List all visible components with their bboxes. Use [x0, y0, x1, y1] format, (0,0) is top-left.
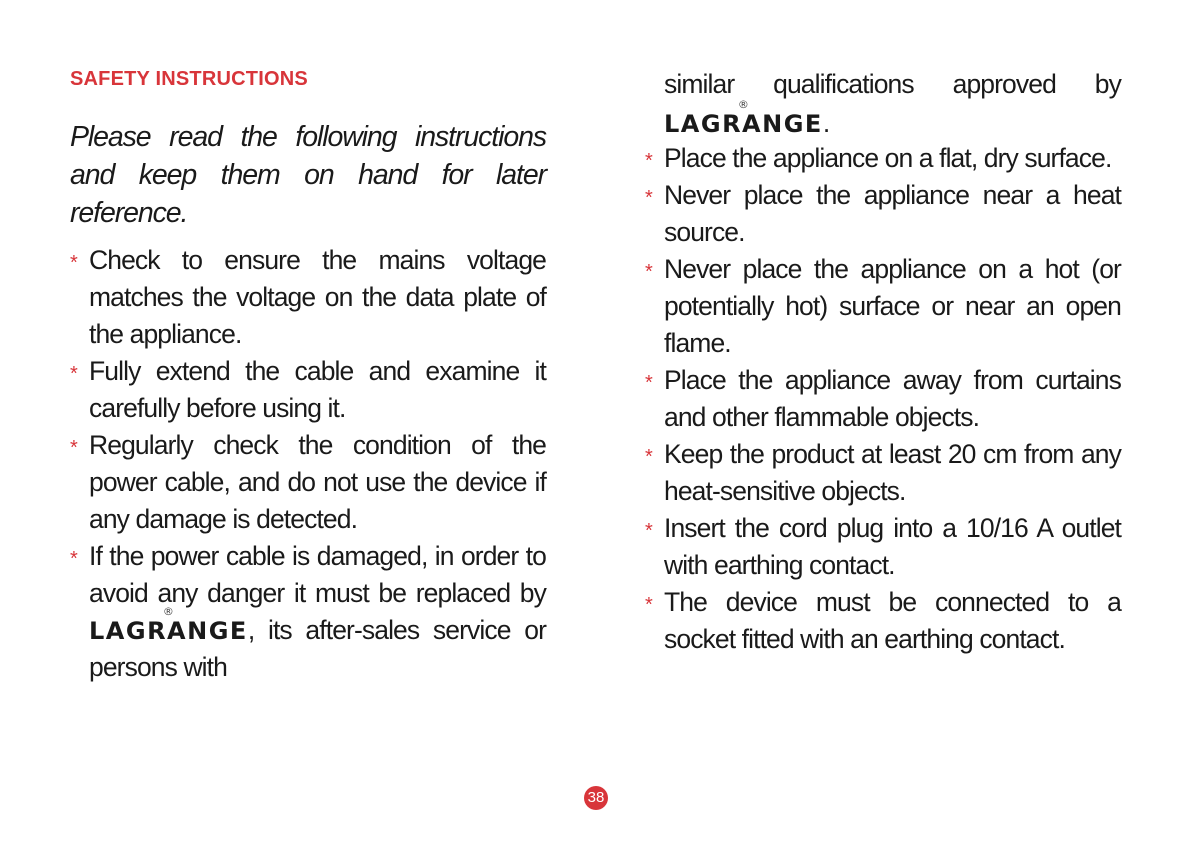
list-item	[70, 353, 546, 427]
list-item-text: Never place the appliance near a heat source.	[664, 180, 1121, 247]
page-number-badge: 38	[584, 786, 608, 810]
list-item	[645, 436, 1121, 510]
list-item	[70, 427, 546, 538]
right-instruction-list	[645, 140, 1121, 658]
list-item-text: Fully extend the cable and examine it carefully before using it.	[89, 356, 546, 423]
list-item	[645, 177, 1121, 251]
bullet-asterisk-icon: *	[645, 150, 652, 172]
list-item-text: Regularly check the condition of the power cable, and do not use the device if any damage is detected.	[89, 430, 546, 534]
list-item-text: If the power cable is damaged, in order to avoid any danger it must be replaced by	[89, 541, 546, 608]
list-item-text: Never place the appliance on a hot (or potentially hot) surface or near an open flame.	[664, 254, 1121, 358]
list-item	[645, 251, 1121, 362]
list-item-text-continued: , its after-sales service or persons with	[89, 615, 546, 682]
lagrange-logo	[89, 605, 248, 645]
bullet-asterisk-icon: *	[645, 187, 652, 209]
bullet-asterisk-icon: *	[70, 548, 77, 570]
bullet-asterisk-icon: *	[70, 363, 77, 385]
bullet-asterisk-icon: *	[645, 261, 652, 283]
list-item-text: The device must be connected to a socket fitted with an earthing contact.	[664, 587, 1121, 654]
list-item-text: Place the appliance away from curtains and other flammable objects.	[664, 365, 1121, 432]
list-item	[645, 510, 1121, 584]
list-item-text: Place the appliance on a flat, dry surface.	[664, 143, 1112, 173]
continuation-period: .	[822, 108, 831, 138]
intro-text: Please read the following instructions and keep them on hand for later reference.	[70, 121, 546, 229]
section-title: SAFETY INSTRUCTIONS	[70, 68, 308, 90]
list-item	[645, 362, 1121, 436]
registered-mark: ®	[162, 605, 174, 618]
bullet-asterisk-icon: *	[70, 437, 77, 459]
lagrange-logo	[664, 98, 823, 138]
list-item	[70, 538, 546, 686]
list-item	[70, 242, 546, 353]
continuation-text: similar qualifications approved by	[664, 69, 1121, 99]
list-item	[645, 584, 1121, 658]
list-item-text: Keep the product at least 20 cm from any heat-sensitive objects.	[664, 439, 1121, 506]
left-instruction-list	[70, 242, 546, 686]
bullet-asterisk-icon: *	[645, 520, 652, 542]
bullet-asterisk-icon: *	[645, 446, 652, 468]
list-item	[645, 140, 1121, 177]
bullet-asterisk-icon: *	[645, 594, 652, 616]
brand-name: LAGRANGE	[664, 110, 823, 138]
bullet-asterisk-icon: *	[70, 252, 77, 274]
list-item-text: Insert the cord plug into a 10/16 A outlet with earthing contact.	[664, 513, 1121, 580]
bullet-asterisk-icon: *	[645, 372, 652, 394]
list-item-text: Check to ensure the mains voltage matches the voltage on the data plate of the appliance.	[89, 245, 546, 349]
registered-mark: ®	[737, 98, 749, 111]
continuation-brand-line	[664, 98, 831, 138]
brand-name: LAGRANGE	[89, 617, 248, 645]
